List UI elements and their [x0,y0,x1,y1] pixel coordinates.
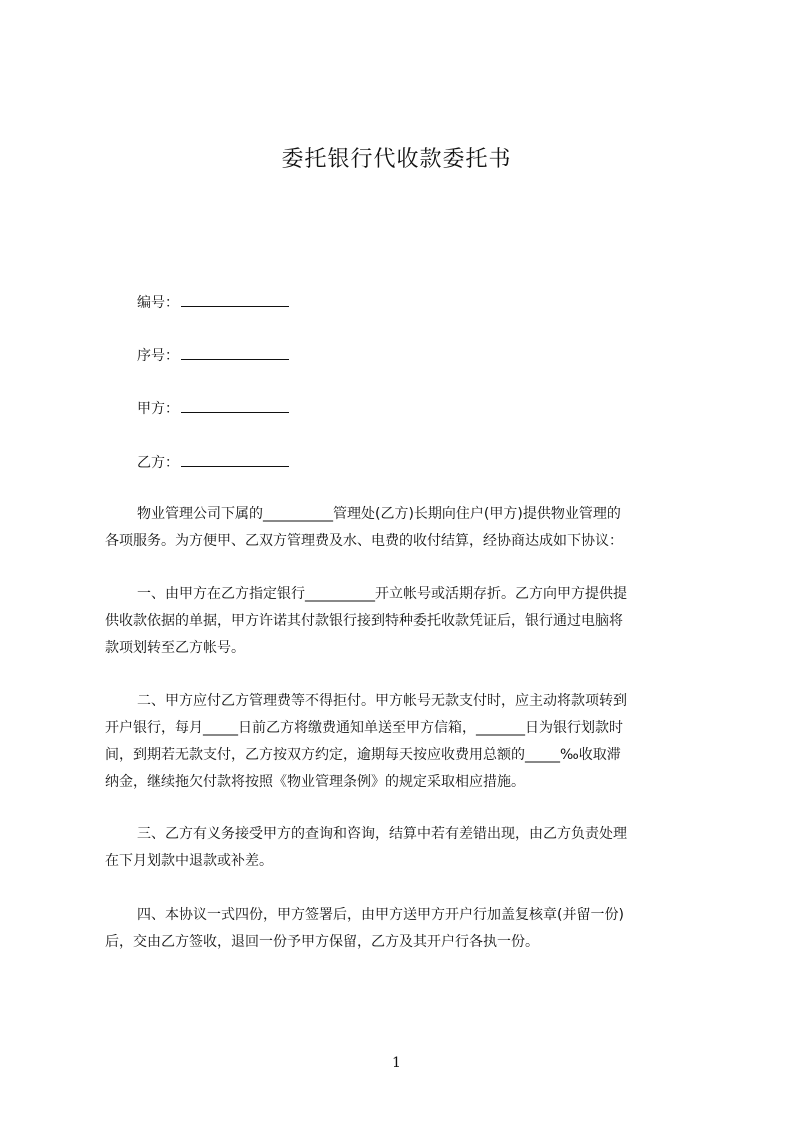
paragraph-clause-2 [105,688,701,796]
page-number: 1 [392,1055,401,1071]
field-label: 编号： [137,295,179,311]
paragraph-line: 物业管理公司下属的__________管理处(乙方)长期向住户(甲方)提供物业管理的 [137,506,621,522]
paragraph-intro [105,501,701,555]
field-sequence-number [137,345,289,366]
paragraph-clause-4 [105,902,701,956]
paragraph-line: 后，交由乙方签收，退回一份予甲方保留，乙方及其开户行各执一份。 [105,934,539,950]
paragraph-line: 各项服务。为方便甲、乙双方管理费及水、电费的收付结算，经协商达成如下协议： [105,533,623,549]
paragraph-line: 纳金，继续拖欠付款将按照《物业管理条例》的规定采取相应措施。 [105,774,525,790]
paragraph-line: 在下月划款中退款或补差。 [105,853,273,869]
field-label: 序号： [137,348,179,364]
party-a-blank [181,398,289,413]
field-party-a [137,398,289,419]
party-b-blank [181,452,289,467]
field-party-b [137,452,289,473]
paragraph-line: 二、甲方应付乙方管理费等不得拒付。甲方帐号无款支付时，应主动将款项转到 [137,693,627,709]
sequence-number-blank [181,345,289,360]
paragraph-clause-1 [105,581,701,662]
paragraph-line: 供收款依据的单据，甲方许诺其付款银行接到特种委托收款凭证后，银行通过电脑将 [105,613,623,629]
paragraph-line: 四、本协议一式四份，甲方签署后，由甲方送甲方开户行加盖复核章(并留一份) [137,907,624,923]
paragraph-line: 开户银行，每月_____日前乙方将缴费通知单送至甲方信箱，_______日为银行划款时 [105,720,623,736]
paragraph-line: 一、由甲方在乙方指定银行__________开立帐号或活期存折。乙方向甲方提供提 [137,586,627,602]
serial-number-blank [181,292,289,307]
paragraph-clause-3 [105,821,701,875]
paragraph-line: 间，到期若无款支付，乙方按双方约定，逾期每天按应收费用总额的_____‰收取滞 [105,747,621,763]
field-serial-number [137,292,289,313]
paragraph-line: 款项划转至乙方帐号。 [105,640,245,656]
paragraph-line: 三、乙方有义务接受甲方的查询和咨询，结算中若有差错出现，由乙方负责处理 [137,826,627,842]
field-label: 甲方： [137,401,179,417]
field-label: 乙方： [137,455,179,471]
document-title: 委托银行代收款委托书 [281,147,512,172]
